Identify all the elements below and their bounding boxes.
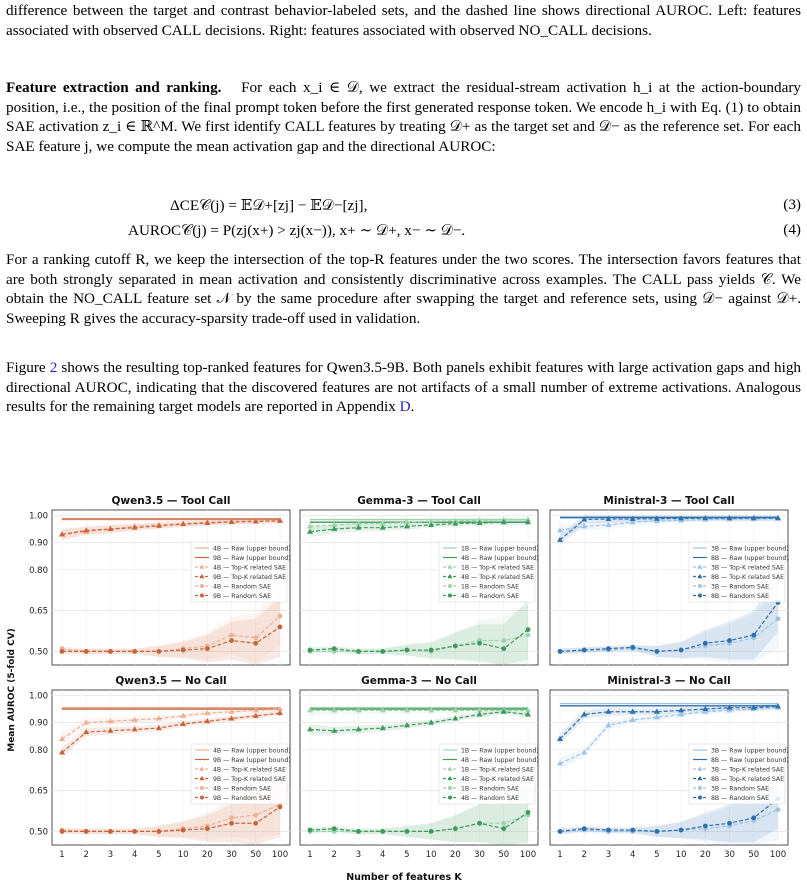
legend-entry: 9B — Random SAE <box>213 593 272 600</box>
legend-entry: 1B — Top-K related SAE <box>461 766 535 774</box>
data-point <box>776 616 781 621</box>
panel-title: Ministral-3 — No Call <box>607 675 731 687</box>
x-tick-label: 10 <box>425 850 437 860</box>
x-tick-label: 100 <box>769 850 787 860</box>
caption-line-2b: decisions. Right: features associated with <box>205 21 457 39</box>
data-point <box>356 649 361 654</box>
data-point <box>308 648 313 653</box>
data-point <box>703 641 708 646</box>
chart-panel <box>550 495 789 665</box>
x-tick-label: 20 <box>201 850 213 860</box>
y-tick-label: 1.00 <box>29 691 48 702</box>
nocall-token: NO_CALL <box>518 21 588 39</box>
caption-continuation <box>6 1 801 40</box>
call-token: CALL <box>161 21 202 39</box>
data-point <box>229 815 234 820</box>
legend-marker <box>698 786 702 790</box>
legend-entry: 4B — Top-K related SAE <box>461 776 535 783</box>
panel-title: Qwen3.5 — Tool Call <box>111 495 231 507</box>
legend-marker <box>200 796 204 800</box>
data-point <box>205 826 210 831</box>
figure-reference-paragraph <box>6 358 801 417</box>
legend-marker <box>448 594 452 598</box>
data-point <box>253 821 258 826</box>
data-point <box>132 649 137 654</box>
chart-panel <box>550 675 789 860</box>
legend-entry: 1B — Random SAE <box>461 583 520 591</box>
legend-entry: 3B — Top-K related SAE <box>711 766 785 774</box>
data-point <box>679 828 684 833</box>
data-point <box>132 829 137 834</box>
legend-entry: 8B — Random SAE <box>711 795 770 802</box>
data-point <box>526 633 531 638</box>
x-tick-label: 5 <box>156 850 162 860</box>
data-point <box>253 813 258 818</box>
legend-marker <box>200 584 204 588</box>
x-tick-label: 30 <box>474 850 485 860</box>
panel-title: Ministral-3 — Tool Call <box>603 495 735 507</box>
data-point <box>477 821 482 826</box>
data-point <box>229 633 234 638</box>
data-point <box>582 648 587 653</box>
data-point <box>727 638 732 643</box>
data-point <box>751 815 756 820</box>
x-tick-label: 3 <box>355 850 362 860</box>
data-point <box>630 645 635 650</box>
x-tick-label: 3 <box>605 850 612 860</box>
data-point <box>181 828 186 833</box>
x-tick-label: 50 <box>250 850 262 860</box>
y-tick-label: 0.65 <box>29 786 48 797</box>
panel-title: Gemma-3 — Tool Call <box>357 495 481 507</box>
data-point <box>181 648 186 653</box>
legend-entry: 4B — Random SAE <box>213 785 272 793</box>
fig-ref-prefix: Figure <box>6 359 46 376</box>
data-point <box>156 829 161 834</box>
legend-entry: 1B — Top-K related SAE <box>461 564 535 572</box>
legend-entry: 4B — Raw (upper bound) <box>461 555 539 562</box>
x-tick-label: 50 <box>498 850 510 860</box>
data-point <box>776 807 781 812</box>
x-tick-label: 5 <box>654 850 660 860</box>
data-point <box>332 826 337 831</box>
legend-entry: 8B — Raw (upper bound) <box>711 757 789 764</box>
data-point <box>630 828 635 833</box>
data-point <box>558 649 563 654</box>
data-point <box>558 829 563 834</box>
data-point <box>606 646 611 651</box>
legend-entry: 3B — Raw (upper bound) <box>711 545 789 553</box>
legend-entry: 9B — Top-K related SAE <box>213 574 287 581</box>
feature-extraction-body: For each x_i ∈ 𝒟, we extract the residual-stream activation h_i at the action-boundary position, i.e., the position of the final prompt token before the first generated response token. We encode h_i with Eq. (1) to obtain SAE activation z_i ∈ ℝ^M. We first identify CALL features by treating 𝒟+ as the target set and 𝒟− as the reference set. For each SAE feature j, we compute the mean activation gap and the directional AUROC: <box>6 79 801 155</box>
data-point <box>229 821 234 826</box>
data-point <box>679 648 684 653</box>
data-point <box>108 649 113 654</box>
data-point <box>332 646 337 651</box>
figure-link[interactable]: 2 <box>49 359 58 376</box>
x-tick-label: 50 <box>748 850 760 860</box>
x-tick-label: 5 <box>404 850 410 860</box>
data-point <box>278 614 283 619</box>
data-point <box>356 829 361 834</box>
legend-entry: 3B — Raw (upper bound) <box>711 747 789 755</box>
equation-4: AUROC𝒞(j) = P(zj(x+) > zj(x−)), x+ ∼ 𝒟+, x− ∼ 𝒟−. <box>128 222 466 239</box>
data-point <box>60 649 65 654</box>
legend-marker <box>448 796 452 800</box>
legend-entry: 4B — Random SAE <box>461 795 520 802</box>
legend-entry: 1B — Raw (upper bound) <box>461 747 539 755</box>
data-point <box>253 641 258 646</box>
x-tick-label: 20 <box>449 850 461 860</box>
x-tick-label: 2 <box>331 850 337 860</box>
panel-title: Gemma-3 — No Call <box>361 675 477 687</box>
data-point <box>477 641 482 646</box>
data-point <box>429 648 434 653</box>
data-point <box>253 635 258 640</box>
legend-entry: 3B — Random SAE <box>711 583 770 591</box>
ranking-cutoff-paragraph: For a ranking cutoff R, we keep the intersection of the top-R features under the two scores. The intersection favors features that are both strongly separated in mean activation and consistently discriminative across examples. The CALL pass yields 𝒞. We obtain the NO_CALL feature set 𝒩 by the same procedure after swapping the target and reference sets, using 𝒟− against 𝒟+. Sweeping R gives the accuracy-sparsity trade-off used in validation. <box>6 251 801 327</box>
chart-panel <box>300 675 539 860</box>
y-tick-label: 0.80 <box>29 565 48 576</box>
chart-panel <box>29 495 291 665</box>
x-tick-label: 1 <box>307 850 313 860</box>
legend-entry: 4B — Top-K related SAE <box>213 766 287 774</box>
data-point <box>229 638 234 643</box>
section-heading: Feature extraction and ranking. <box>6 79 222 96</box>
x-tick-label: 2 <box>83 850 89 860</box>
equation-3-number: (3) <box>783 196 801 213</box>
x-tick-label: 3 <box>107 850 114 860</box>
y-axis-label: Mean AUROC (5-fold CV) <box>7 628 17 752</box>
x-tick-label: 2 <box>581 850 587 860</box>
y-tick-label: 0.90 <box>29 718 48 729</box>
data-point <box>727 821 732 826</box>
legend-entry: 8B — Top-K related SAE <box>711 574 785 581</box>
fig-ref-end: . <box>410 398 415 416</box>
legend-marker <box>698 584 702 588</box>
data-point <box>429 829 434 834</box>
chart-panel <box>29 675 291 860</box>
legend-marker <box>448 786 452 790</box>
data-point <box>582 826 587 831</box>
legend-marker <box>200 594 204 598</box>
x-tick-label: 100 <box>519 850 537 860</box>
y-tick-label: 0.65 <box>29 606 48 617</box>
legend-marker <box>698 796 702 800</box>
panel-title: Qwen3.5 — No Call <box>115 675 227 687</box>
legend-entry: 4B — Random SAE <box>461 593 520 600</box>
x-tick-label: 4 <box>379 850 386 860</box>
x-tick-label: 1 <box>557 850 563 860</box>
legend-marker <box>200 786 204 790</box>
x-axis-label: Number of features K <box>346 872 462 883</box>
data-point <box>205 646 210 651</box>
legend-entry: 1B — Random SAE <box>461 785 520 793</box>
legend-entry: 4B — Raw (upper bound) <box>213 747 291 755</box>
data-point <box>751 633 756 638</box>
y-tick-label: 0.80 <box>29 745 48 756</box>
data-point <box>501 821 506 826</box>
legend-entry: 4B — Random SAE <box>213 583 272 591</box>
data-point <box>84 829 89 834</box>
data-point <box>108 829 113 834</box>
data-point <box>380 829 385 834</box>
legend-entry: 4B — Raw (upper bound) <box>213 545 291 553</box>
data-point <box>278 625 283 630</box>
data-point <box>606 828 611 833</box>
x-tick-label: 30 <box>226 850 237 860</box>
y-tick-label: 0.90 <box>29 538 48 549</box>
x-tick-label: 1 <box>59 850 65 860</box>
x-tick-label: 4 <box>629 850 636 860</box>
data-point <box>404 829 409 834</box>
legend-entry: 4B — Top-K related SAE <box>213 564 287 572</box>
data-point <box>156 649 161 654</box>
data-point <box>501 826 506 831</box>
data-point <box>380 649 385 654</box>
legend-entry: 3B — Random SAE <box>711 785 770 793</box>
x-tick-label: 20 <box>699 850 711 860</box>
data-point <box>84 649 89 654</box>
data-point <box>703 824 708 829</box>
y-tick-label: 0.50 <box>29 647 48 658</box>
legend-entry: 3B — Top-K related SAE <box>711 564 785 572</box>
caption-line-2a: AUROC. Left: features associated with observed <box>6 2 801 39</box>
legend-entry: 8B — Top-K related SAE <box>711 776 785 783</box>
x-tick-label: 100 <box>271 850 289 860</box>
equation-4-number: (4) <box>783 221 801 238</box>
data-point <box>60 829 65 834</box>
caption-line-1: difference between the target and contrast behavior-labeled sets, and the dashed line shows directional <box>6 2 651 19</box>
data-point <box>453 826 458 831</box>
data-point <box>501 638 506 643</box>
data-point <box>654 829 659 834</box>
x-tick-label: 10 <box>675 850 687 860</box>
caption-line-3b: decisions. <box>591 21 652 39</box>
appendix-link[interactable]: D <box>399 398 411 416</box>
data-point <box>453 644 458 649</box>
data-point <box>501 646 506 651</box>
legend-marker <box>698 594 702 598</box>
y-tick-label: 0.50 <box>29 827 48 838</box>
data-point <box>278 805 283 810</box>
x-tick-label: 4 <box>131 850 138 860</box>
data-point <box>308 828 313 833</box>
legend-entry: 9B — Raw (upper bound) <box>213 555 291 562</box>
y-tick-label: 1.00 <box>29 511 48 522</box>
feature-extraction-paragraph <box>6 78 801 156</box>
data-point <box>526 627 531 632</box>
caption-line-3a: observed <box>459 21 515 39</box>
x-tick-label: 10 <box>177 850 189 860</box>
legend-entry: 1B — Raw (upper bound) <box>461 545 539 553</box>
data-point <box>404 648 409 653</box>
legend-entry: 9B — Random SAE <box>213 795 272 802</box>
x-tick-label: 30 <box>724 850 735 860</box>
legend-marker <box>448 584 452 588</box>
fig-ref-body: shows the resulting top-ranked features for Qwen3.5-9B. Both panels exhibit features with large activation gaps and high directional AUROC, indicating that the discovered features are not artifacts of a small number of extreme activations. Analogous results for the remaining target models are reported in Appendix <box>6 359 802 416</box>
legend-entry: 4B — Raw (upper bound) <box>461 757 539 764</box>
legend-entry: 9B — Top-K related SAE <box>213 776 287 783</box>
chart-panel <box>300 495 539 665</box>
legend-entry: 4B — Top-K related SAE <box>461 574 535 581</box>
data-point <box>526 810 531 815</box>
legend-entry: 9B — Raw (upper bound) <box>213 757 291 764</box>
auroc-figure <box>0 490 807 885</box>
legend-entry: 8B — Random SAE <box>711 593 770 600</box>
data-point <box>654 649 659 654</box>
legend-entry: 8B — Raw (upper bound) <box>711 555 789 562</box>
equation-3: ΔCE𝒞(j) = 𝔼𝒟+[zj] − 𝔼𝒟−[zj], <box>170 197 368 214</box>
